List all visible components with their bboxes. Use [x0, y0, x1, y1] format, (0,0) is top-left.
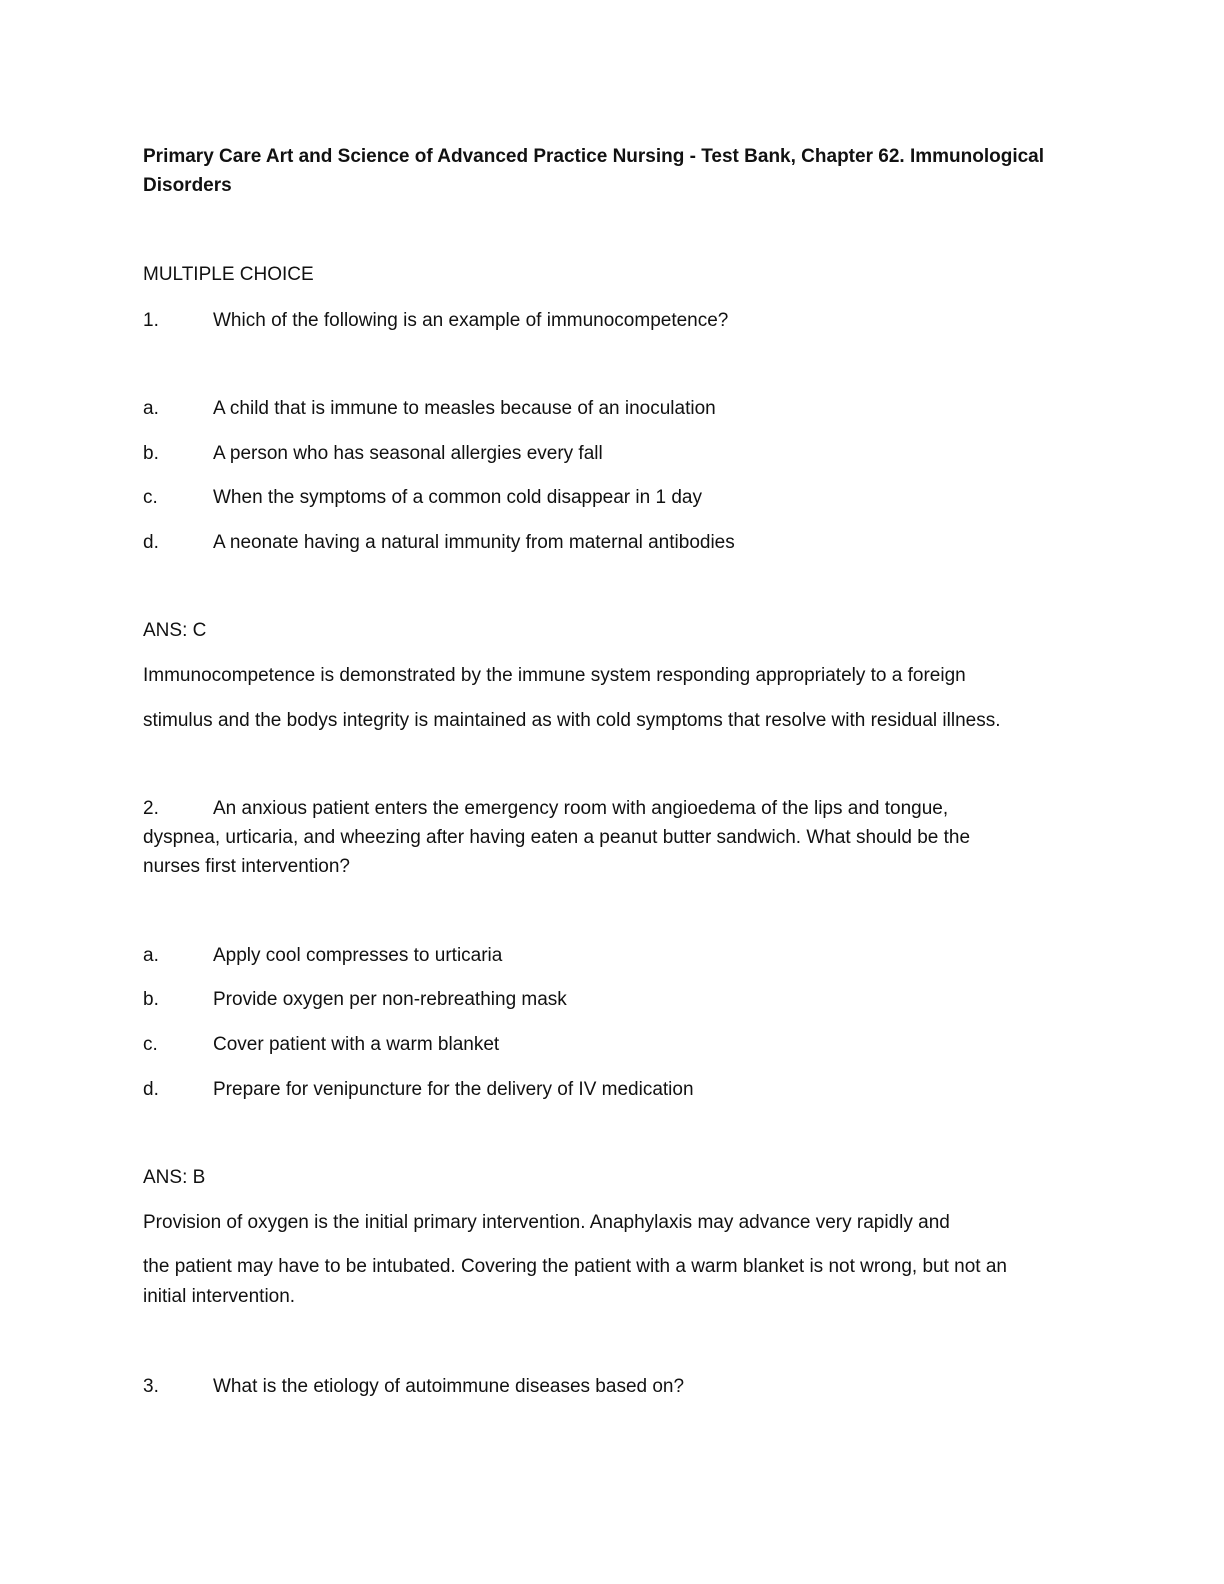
question-number: 2.	[143, 798, 159, 819]
option-letter: a.	[143, 945, 159, 966]
question-stem-line: An anxious patient enters the emergency room with angioedema of the lips and tongue,	[213, 798, 949, 819]
answer-key: ANS: B	[143, 1167, 206, 1188]
option-letter: a.	[143, 398, 159, 419]
option-letter: d.	[143, 532, 159, 553]
question-stem: What is the etiology of autoimmune diseases based on?	[213, 1376, 685, 1397]
option-text: When the symptoms of a common cold disappear in 1 day	[213, 487, 702, 508]
question-stem-line: dyspnea, urticaria, and wheezing after having eaten a peanut butter sandwich. What should be the	[143, 827, 971, 848]
section-heading: MULTIPLE CHOICE	[143, 264, 314, 285]
document-title: Primary Care Art and Science of Advanced Practice Nursing - Test Bank, Chapter 62. Immunological Disorders	[143, 146, 1045, 196]
question-stem-line: nurses first intervention?	[143, 856, 350, 877]
rationale-line: stimulus and the bodys integrity is maintained as with cold symptoms that resolve with residual illness.	[143, 710, 1001, 731]
option-letter: c.	[143, 1034, 158, 1055]
rationale-line: initial intervention.	[143, 1286, 296, 1307]
question-stem	[143, 794, 1083, 881]
option-letter: b.	[143, 443, 159, 464]
option-letter: c.	[143, 487, 158, 508]
option-text: A neonate having a natural immunity from maternal antibodies	[213, 532, 735, 553]
option-text: Apply cool compresses to urticaria	[213, 945, 503, 966]
rationale-line: the patient may have to be intubated. Covering the patient with a warm blanket is not wrong, but not an	[143, 1256, 1007, 1277]
option-text: Prepare for venipuncture for the delivery of IV medication	[213, 1079, 694, 1100]
option-text: Cover patient with a warm blanket	[213, 1034, 500, 1055]
question-number: 3.	[143, 1376, 159, 1397]
answer-key: ANS: C	[143, 620, 207, 641]
option-letter: b.	[143, 989, 159, 1010]
question-number: 1.	[143, 310, 159, 331]
option-text: A person who has seasonal allergies every fall	[213, 443, 603, 464]
rationale-line: Immunocompetence is demonstrated by the immune system responding appropriately to a foreign	[143, 665, 966, 686]
option-text: A child that is immune to measles because of an inoculation	[213, 398, 716, 419]
option-letter: d.	[143, 1079, 159, 1100]
option-text: Provide oxygen per non-rebreathing mask	[213, 989, 567, 1010]
question-stem: Which of the following is an example of immunocompetence?	[213, 310, 729, 331]
rationale-line: Provision of oxygen is the initial primary intervention. Anaphylaxis may advance very rapidly and	[143, 1212, 950, 1233]
